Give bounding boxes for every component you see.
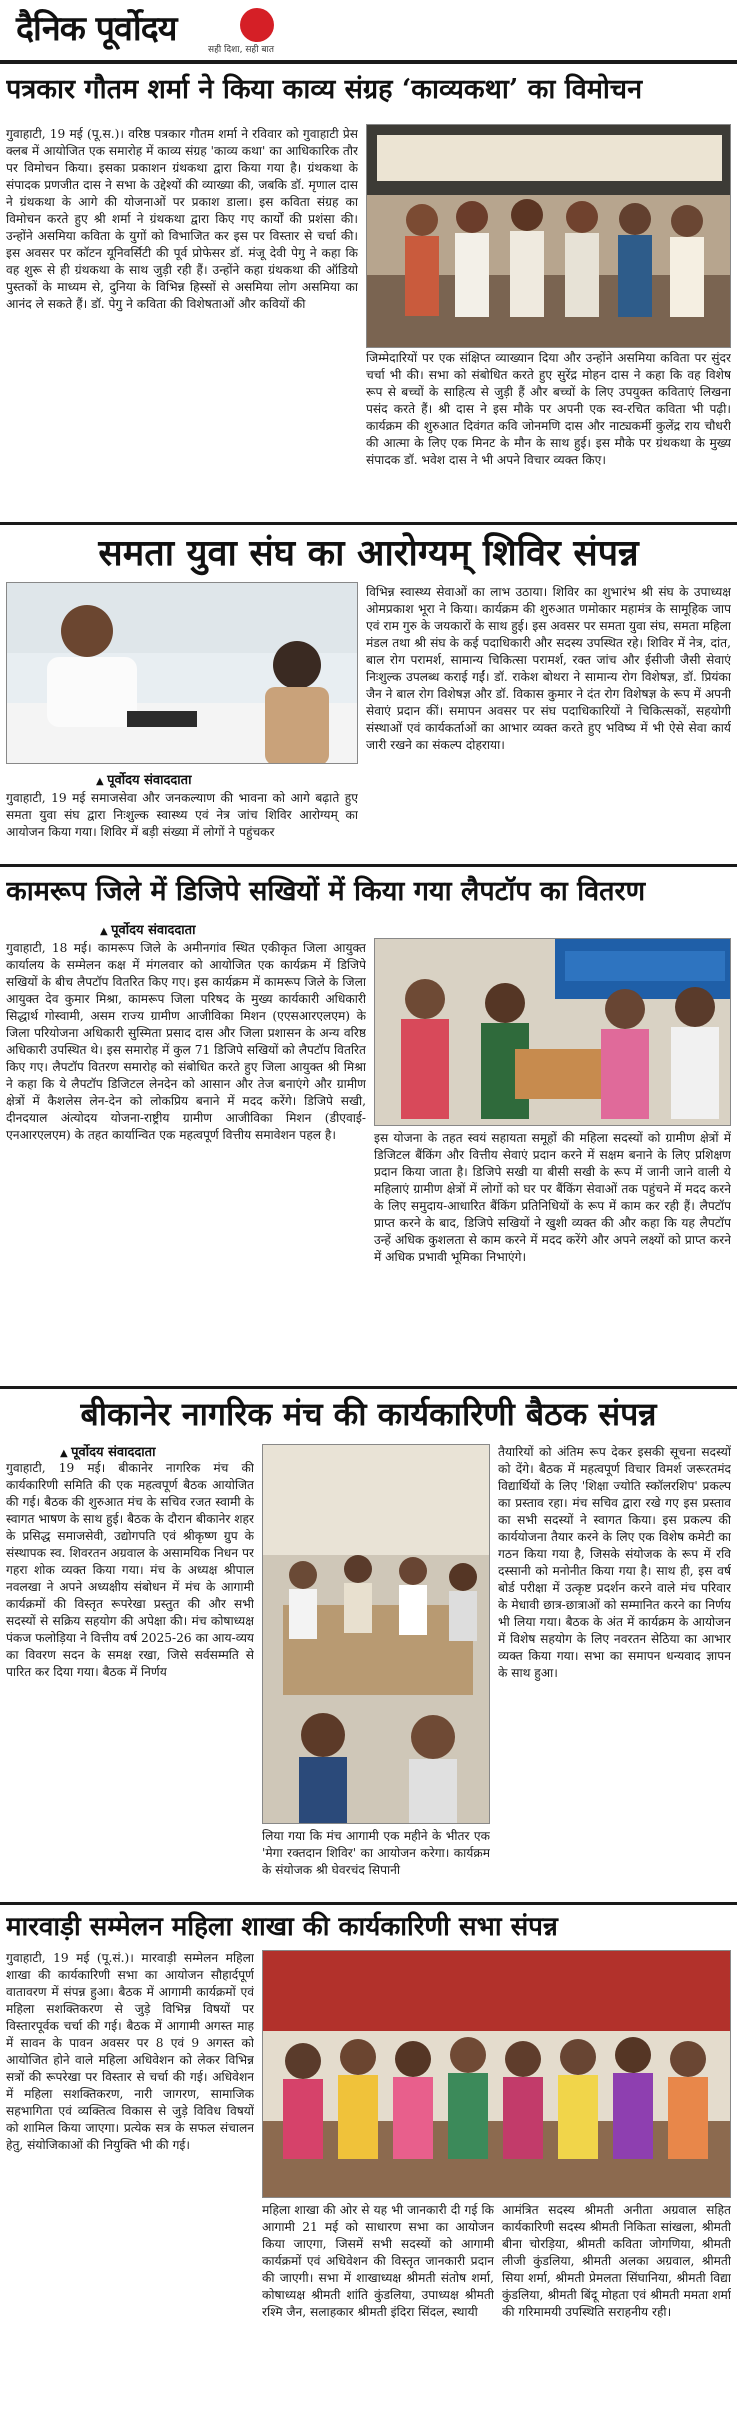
article-4-col-2 (262, 1828, 490, 1898)
book-launch-photo-icon (367, 125, 731, 348)
laptop-distribution-photo-icon (375, 939, 731, 1126)
article-2-byline: ▲ पूर्वोदय संवाददाता (96, 770, 191, 788)
article-5-photo (262, 1950, 731, 2198)
article-3-text-2: इस योजना के तहत स्वयं सहायता समूहों की महिला सदस्यों को ग्रामीण क्षेत्रों में डिजिटल बैंकिंग और वित्तीय सेवाएं प्रदान करने में सक्षम बनाने के लिए प्रशिक्षण प्रदान किया जाता है। डिजिपे सखी या बीसी सखी के रूप में जानी जाने वाली ये महिलाएं ग्रामीण क्षेत्रों में लोगों को घर पर बैंकिंग सेवाओं तक पहुंचने में मदद करने के लिए समुदाय-आधारित बैंकिंग प्रतिनिधियों के रूप में काम कर रही हैं। लैपटॉप प्राप्त करने के बाद, डिजिपे सखियों ने खुशी व्यक्त की और कहा कि यह लैपटॉप उन्हें अधिक कुशलता से काम करने में मदद करेंगे और अपने लक्ष्यों को प्राप्त करने में अधिक प्रभावी भूमिका निभाएंगे। (374, 1131, 731, 1264)
article-2-text-1: गुवाहाटी, 19 मई समाजसेवा और जनकल्याण की भावना को आगे बढ़ाते हुए समता युवा संघ द्वारा निःशुल्क स्वास्थ्य एवं नेत्र जांच शिविर आरोग्यम् का आयोजन किया गया। शिविर में बड़ी संख्या में लोगों ने पहुंचकर (6, 791, 358, 839)
health-camp-photo-icon (7, 583, 358, 764)
article-1-photo (366, 124, 731, 348)
article-3-col-2 (374, 1130, 731, 1380)
article-3-photo (374, 938, 731, 1126)
article-3-headline: कामरूप जिले में डिजिपे सखियों में किया गया लैपटॉप का वितरण (6, 876, 646, 907)
newspaper-tagline: सही दिशा, सही बात (208, 45, 274, 55)
article-5-text-1: गुवाहाटी, 19 मई (पू.सं.)। मारवाड़ी सम्मेलन महिला शाखा की कार्यकारिणी सभा का आयोजन सौहार्दपूर्ण वातावरण में संपन्न हुआ। बैठक में आगामी कार्यक्रमों एवं महिला सशक्तिकरण से जुड़े विभिन्न विषयों पर विस्तारपूर्वक चर्चा की गई। बैठक में आगामी अगस्त माह में सावन के पावन अवसर पर 8 एवं 9 अगस्त को आयोजित होने वाले महिला अधिवेशन को लेकर विभिन्न सत्रों की रूपरेखा पर विस्तार से चर्चा की गई। अधिवेशन में महिला सशक्तिकरण, नारी जागरण, सामाजिक सहभागिता एवं व्यक्तित्व विकास से जुड़े विविध विषयों को शामिल किया जाएगा। प्रत्येक सत्र के सफल संचालन हेतु, संयोजिकाओं की नियुक्ति भी की गई। (6, 1951, 254, 2152)
article-3-rule (0, 1386, 737, 1389)
article-2-photo (6, 582, 358, 764)
article-1-rule (0, 522, 737, 525)
article-1-headline: पत्रकार गौतम शर्मा ने किया काव्य संग्रह ‘काव्यकथा’ का विमोचन (6, 74, 643, 105)
article-3-byline: ▲ पूर्वोदय संवाददाता (100, 920, 195, 938)
women-group-photo-icon (263, 1951, 731, 2198)
article-5-text-2: महिला शाखा की ओर से यह भी जानकारी दी गई कि आगामी 21 मई को साधारण सभा का आयोजन किया जाएगा, जिसमें सभी सदस्यों को आगामी कार्यक्रमों एवं अधिवेशन की विस्तृत जानकारी प्रदान की जाएगी। सभा में शाखाध्यक्ष श्रीमती संतोष शर्मा, कोषाध्यक्ष श्रीमती शांति कुंडलिया, उपाध्यक्ष श्रीमती रश्मि जैन, सलाहकार श्रीमती इंदिरा सिंदल, स्थायी (262, 2203, 494, 2319)
article-3-text-1: गुवाहाटी, 18 मई। कामरूप जिले के अमीनगांव स्थित एकीकृत जिला आयुक्त कार्यालय के सम्मेलन कक्ष में मंगलवार को आयोजित एक कार्यक्रम में डिजिपे सखियों के बीच लैपटॉप वितरित किए गए। इस कार्यक्रम में कामरूप जिले के जिला आयुक्त देव कुमार मिश्रा, कामरूप जिला परिषद के मुख्य कार्यकारी अधिकारी सिद्धार्थ गोस्वामी, असम राज्य ग्रामीण आजीविका मिशन (एएसआरएलएम) के जिला परियोजना अधिकारी सुस्मिता प्रसाद दास और जिला प्रशासन के अन्य वरिष्ठ अधिकारी उपस्थित थे। इस समारोह में कुल 71 डिजिपे सखियों को लैपटॉप वितरित किए गए। लैपटॉप वितरण समारोह को संबोधित करते हुए जिला आयुक्त श्री मिश्रा ने कहा कि ये लैपटॉप डिजिटल लेनदेन को आसान और तेज बनाएंगे और ग्रामीण क्षेत्रों में कैशलेस लेन-देन को लोकप्रिय बनाने में मदद करेंगे। डिजिपे सखी, दीनदयाल अंत्योदय योजना-राष्ट्रीय ग्रामीण आजीविका मिशन (डीएवाई-एनआरएलएम) के तहत कार्यान्वित एक महत्वपूर्ण वित्तीय समावेशन पहल है। (6, 941, 366, 1142)
article-1-text-2: जिम्मेदारियों पर एक संक्षिप्त व्याख्यान दिया और उन्होंने असमिया कविता पर सुंदर चर्चा भी की। सभा को संबोधित करते हुए सुरेंद्र मोहन दास ने कहा कि वह विशेष रूप से बच्चों के साहित्य से जुड़ी हैं और बच्चों के लिए उपयुक्त कविताएं लिखना पसंद करते हैं। श्री दास ने इस मौके पर अपनी एक स्व-रचित कविता भी पढ़ी। कार्यक्रम की शुरुआत दिवंगत कवि जोनमणि दास और नाट्यकर्मी कुलेंद्र राय चौधरी की आत्मा के लिए एक मिनट के मौन के साथ हुई। इस मौके पर ग्रंथकथा के मुख्य संपादक डॉ. भवेश दास ने भी अपने विचार व्यक्त किए। (366, 351, 731, 467)
article-5-headline: मारवाड़ी सम्मेलन महिला शाखा की कार्यकारिणी सभा संपन्न (6, 1912, 558, 1942)
meeting-photo-icon (263, 1445, 490, 1824)
article-4-col-1 (6, 1460, 254, 1898)
article-2-col-1 (6, 790, 358, 860)
article-1-col-1 (6, 126, 358, 516)
article-1-col-2 (366, 350, 731, 518)
article-2-rule (0, 864, 737, 867)
article-5-text-3: आमंत्रित सदस्य श्रीमती अनीता अग्रवाल सहित कार्यकारिणी सदस्य श्रीमती निकिता सांखला, श्रीमती बीना चोरड़िया, श्रीमती कविता जोगणिया, श्रीमती लीजी कुंडलिया, श्रीमती अलका अग्रवाल, श्रीमती सिया शर्मा, श्रीमती प्रेमलता सिंघानिया, श्रीमती विद्या कुंडलिया, श्रीमती बिंदू मोहता एवं श्रीमती ममता शर्मा की गरिमामयी उपस्थिति सराहनीय रही। (502, 2203, 731, 2319)
article-5-col-1 (6, 1950, 254, 2410)
article-4-text-2: लिया गया कि मंच आगामी एक महीने के भीतर एक 'मेगा रक्तदान शिविर' का आयोजन करेगा। कार्यक्रम के संयोजक श्री घेवरचंद सिपानी (262, 1829, 490, 1877)
article-4-photo (262, 1444, 490, 1824)
article-3-col-1 (6, 940, 366, 1380)
article-4-text-3: तैयारियों को अंतिम रूप देकर इसकी सूचना सदस्यों को देंगे। बैठक में महत्वपूर्ण विचार विमर्श जरूरतमंद विद्यार्थियों के लिए 'शिक्षा ज्योति स्कॉलरशिप' प्रकल्प का प्रस्ताव रहा। मंच सचिव द्वारा रखे गए इस प्रस्ताव का सभी सदस्यों ने स्वागत किया। इस प्रकल्प की कार्ययोजना तैयार करने के लिए एक विशेष कमेटी का गठन किया गया है, जिसके संयोजक के रूप में रवि दस्सानी को मनोनीत किया गया है। साथ ही, इस वर्ष बोर्ड परीक्षा में उत्कृष्ट प्रदर्शन करने वाले मंच परिवार के मेधावी छात्र-छात्राओं को सम्मानित करने का निर्णय भी लिया गया। बैठक के अंत में कार्यक्रम के आयोजन में विशेष सहयोग के लिए नवरतन सेठिया का आभार व्यक्त किया गया। सभा का समापन धन्यवाद ज्ञापन के साथ हुआ। (498, 1445, 731, 1680)
article-4-text-1: गुवाहाटी, 19 मई। बीकानेर नागरिक मंच की कार्यकारिणी समिति की एक महत्वपूर्ण बैठक आयोजित की गई। बैठक की शुरुआत मंच के सचिव रजत स्वामी के स्वागत भाषण के साथ हुई। बैठक के दौरान बीकानेर शहर के प्रसिद्ध समाजसेवी, उद्योगपति एवं श्रीकृष्ण ग्रुप के संस्थापक स्व. शिवरतन अग्रवाल के असामयिक निधन पर गहरा शोक व्यक्त किया गया। मंच के अध्यक्ष श्रीपाल नवलखा ने अपने अध्यक्षीय संबोधन में मंच के आगामी कार्यक्रमों की विस्तृत रूपरेखा प्रस्तुत की और सभी सदस्यों से सक्रिय सहयोग की अपेक्षा की। मंच कोषाध्यक्ष पंकज फलोड़िया ने वित्तीय वर्ष 2025-26 का आय-व्यय का विवरण सदन के समक्ष रखा, जिसे सर्वसम्मति से पारित कर दिया गया। बैठक में निर्णय (6, 1461, 254, 1679)
article-1-text-1: गुवाहाटी, 19 मई (पू.स.)। वरिष्ठ पत्रकार गौतम शर्मा ने रविवार को गुवाहाटी प्रेस क्लब में आयोजित एक समारोह में काव्य संग्रह 'काव्य कथा' का आधिकारिक तौर पर विमोचन किया। इसका प्रकाशन ग्रंथकथा द्वारा किया गया है। ग्रंथकथा के संपादक प्रणजीत दास ने सभा के उद्देश्यों की व्याख्या की, जबकि डॉ. मृणाल दास ने ग्रंथकथा के आगे की योजनाओं पर प्रकाश डाला। इस कविता संग्रह का विमोचन करते हुए श्री शर्मा ने ग्रंथकथा द्वारा किए गए कार्यों की प्रशंसा की। उन्होंने असमिया कविता के युगों को विभाजित कर इस पर विस्तार से चर्चा की। इस अवसर पर कॉटन यूनिवर्सिटी की पूर्व प्रोफेसर डॉ. मंजू देवी पेगु ने कहा कि वह शुरू से ही ग्रंथकथा के साथ जुड़ी रही हैं। उन्होंने कहा ग्रंथकथा की ऑडियो पुस्तकों के माध्यम से, दुनिया के विभिन्न हिस्सों से असमिया लोग असमिया का आनंद ले सकते हैं। डॉ. पेगु ने कविता की विशेषताओं और कवियों की (6, 127, 358, 311)
masthead-rule (0, 60, 737, 64)
masthead (0, 0, 737, 60)
article-4-byline: ▲ पूर्वोदय संवाददाता (60, 1442, 155, 1460)
article-4-rule (0, 1902, 737, 1905)
article-2-headline: समता युवा संघ का आरोग्यम् शिविर संपन्न (98, 532, 639, 574)
newspaper-logo: दैनिक पूर्वोदय (16, 9, 177, 49)
article-2-text-2: विभिन्न स्वास्थ्य सेवाओं का लाभ उठाया। शिविर का शुभारंभ श्री संघ के उपाध्यक्ष ओमप्रकाश भूरा ने किया। कार्यक्रम की शुरुआत णमोकार महामंत्र के सामूहिक जाप एवं राम गुरु के जयकारों के साथ हुई। इस अवसर पर समता युवा संघ, समता महिला मंडल तथा श्री संघ के कई पदाधिकारी और सदस्य उपस्थित रहे। शिविर में नेत्र, दांत, बाल रोग परामर्श, सामान्य चिकित्सा परामर्श, रक्त जांच और ईसीजी जैसी सेवाएं निःशुल्क उपलब्ध कराई गईं। डॉ. राकेश बोथरा ने सामान्य रोग विशेषज्ञ, डॉ. प्रियंका जैन ने बाल रोग विशेषज्ञ और डॉ. विकास कुमार ने दंत रोग विशेषज्ञ के रूप में अपनी सेवाएं प्रदान कीं। समापन अवसर पर संघ पदाधिकारियों ने चिकित्सकों, सहयोगी संस्थाओं एवं कार्यकर्ताओं का आभार व्यक्त करते हुए भविष्य में भी ऐसे सेवा कार्य जारी रखने का संकल्प दोहराया। (366, 585, 731, 752)
article-2-col-2 (366, 584, 731, 860)
article-5-col-2 (262, 2202, 494, 2410)
article-4-col-3 (498, 1444, 731, 1898)
article-5-col-3 (502, 2202, 731, 2410)
logo-badge-icon (240, 8, 274, 42)
article-4-headline: बीकानेर नागरिक मंच की कार्यकारिणी बैठक संपन्न (80, 1395, 657, 1433)
